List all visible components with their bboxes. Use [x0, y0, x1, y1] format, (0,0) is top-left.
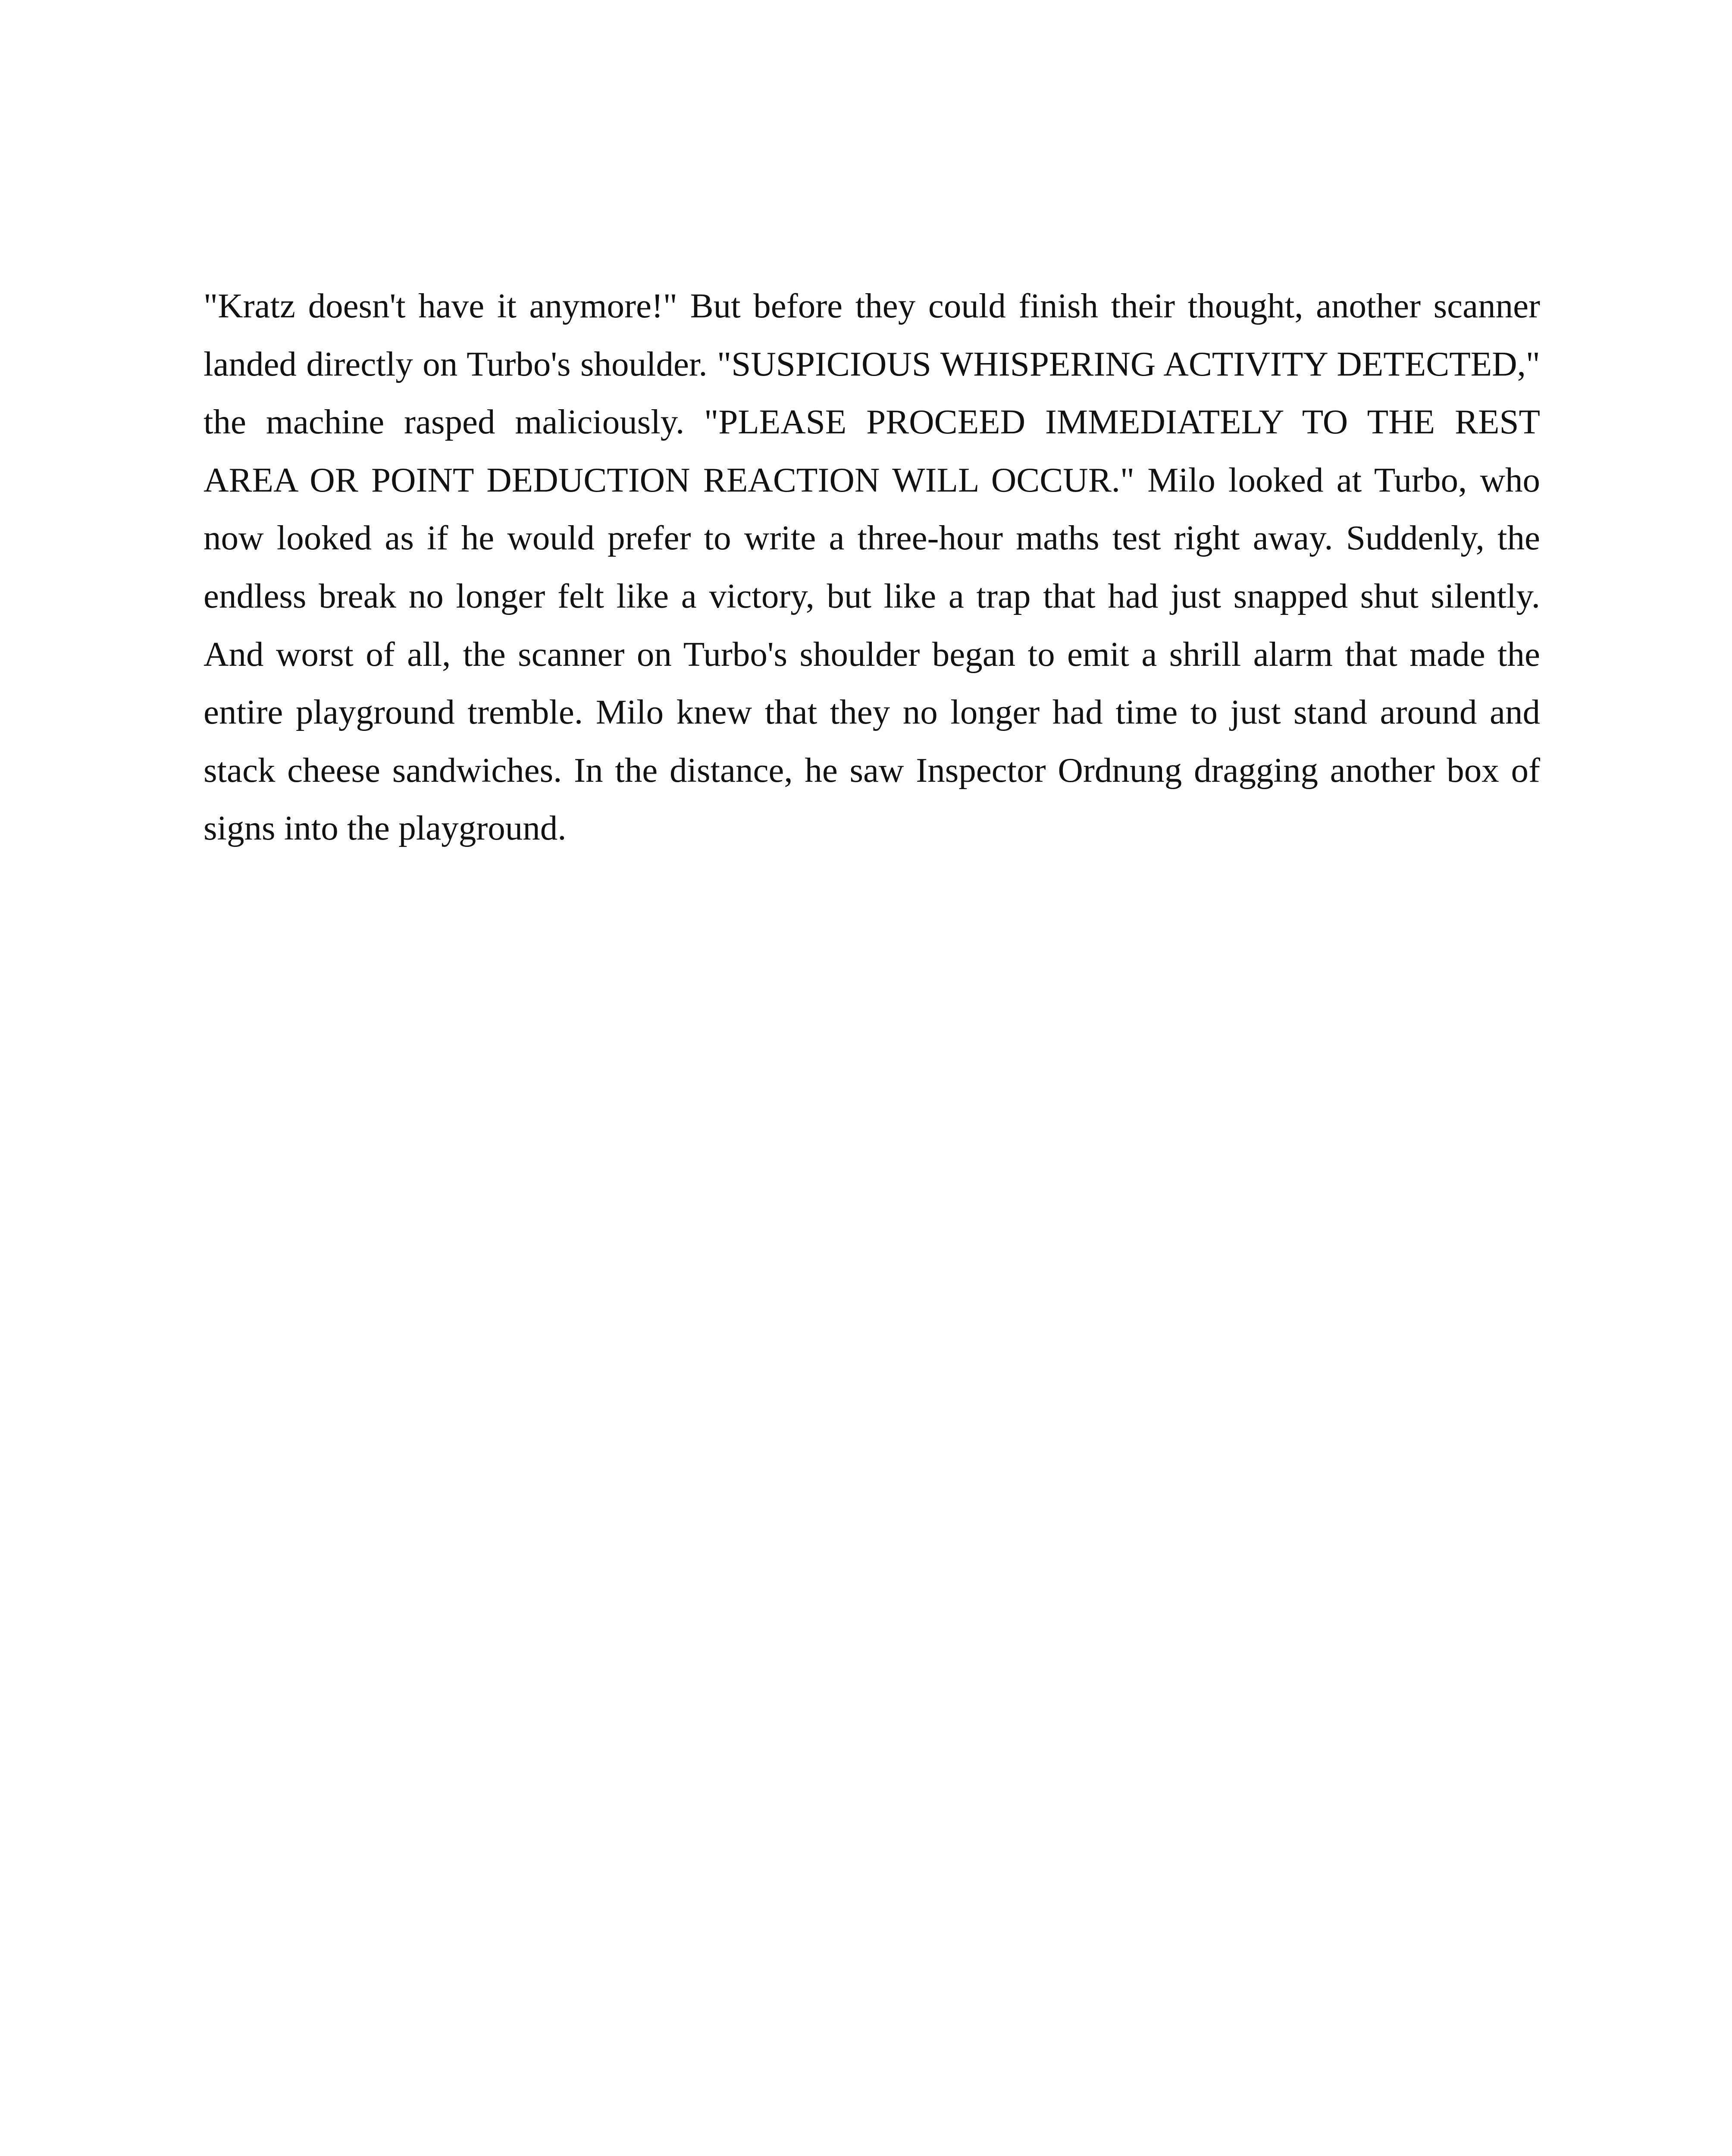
body-paragraph: "Kratz doesn't have it anymore!" But before they could finish their thought, another scanner landed directly on Turbo's shoulder. "SUSPICIOUS WHISPERING ACTIVITY DETECTED," the machine rasped maliciously. "PLEASE PROCEED IMMEDIATELY TO THE REST AREA OR POINT DEDUCTION REACTION WILL OCCUR." Milo looked at Turbo, who now looked as if he would prefer to write a three-hour maths test right away. Suddenly, the endless break no longer felt like a victory, but like a trap that had just snapped shut silently. And worst of all, the scanner on Turbo's shoulder began to emit a shrill alarm that made the entire playground tremble. Milo knew that they no longer had time to just stand around and stack cheese sandwiches. In the distance, he saw Inspector Ordnung dragging another box of signs into the playground. — [204, 286, 1540, 848]
